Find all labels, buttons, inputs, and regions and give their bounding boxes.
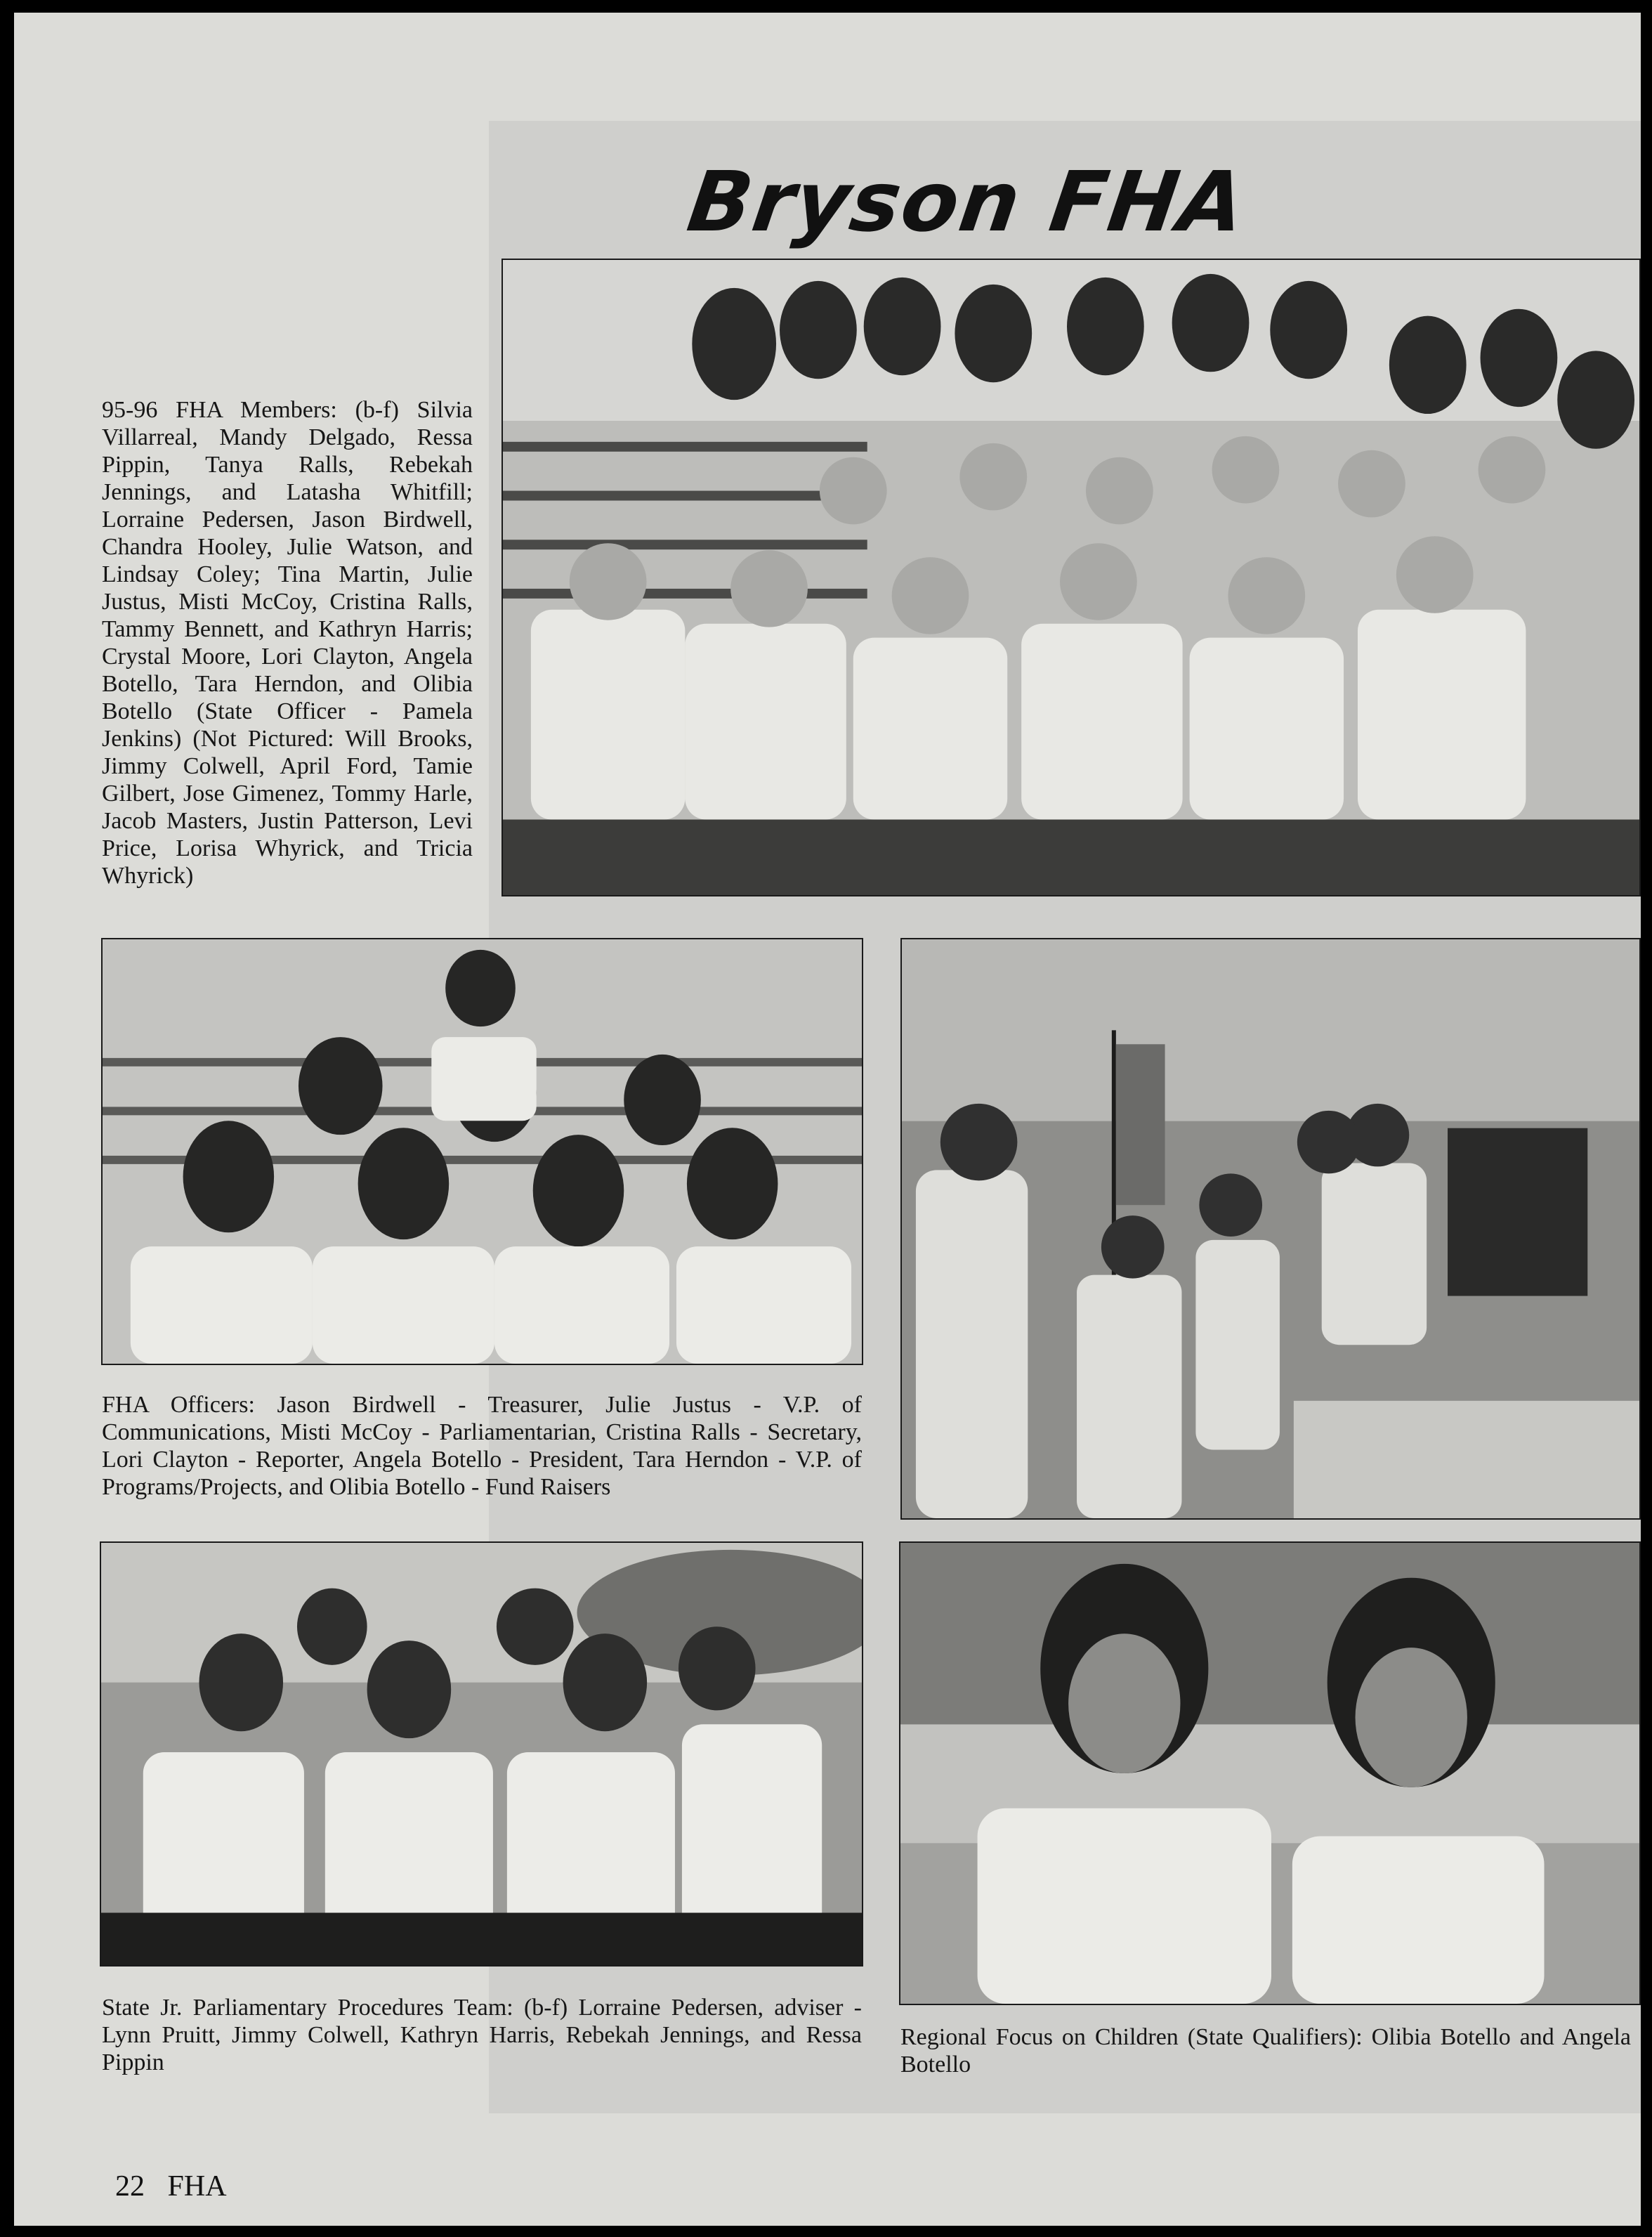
officers-caption: FHA Officers: Jason Birdwell - Treasurer, Julie Justus - V.P. of Communications, Misti McCoy - Parliamentarian, Cristina Ralls - Secretary, Lori Clayton - Reporter, Angela Botello - President, Tara Herndon - V.P. of Programs/Projects, and Olibia Botello - Fund Raisers — [102, 1392, 862, 1500]
event-photo — [900, 938, 1641, 1520]
officers-photo — [101, 938, 863, 1365]
parliamentary-team-photo — [100, 1541, 863, 1967]
page-title: Bryson FHA — [682, 153, 1252, 250]
regional-focus-photo — [899, 1541, 1641, 2005]
members-group-photo — [501, 259, 1641, 896]
members-caption: 95-96 FHA Members: (b-f) Silvia Villarreal, Mandy Delgado, Ressa Pippin, Tanya Ralls, Rebekah Jennings, and Latasha Whitfill; Lorraine Pedersen, Jason Birdwell, Chandra Hooley, Julie Watson, and Lindsay Coley; Tina Martin, Julie Justus, Misti McCoy, Cristina Ralls, Tammy Bennett, and Kathryn Harris; Crystal Moore, Lori Clayton, Angela Botello, Tara Herndon, and Olibia Botello (State Officer - Pamela Jenkins) (Not Pictured: Will Brooks, Jimmy Colwell, April Ford, Tamie Gilbert, Jose Gimenez, Tommy Harle, Jacob Masters, Justin Patterson, Levi Price, Lorisa Whyrick, and Tricia Whyrick) — [102, 397, 473, 889]
regional-caption: Regional Focus on Children (State Qualifiers): Olibia Botello and Angela Botello — [900, 2024, 1631, 2078]
yearbook-page — [14, 13, 1641, 2226]
section-name: FHA — [167, 2170, 227, 2203]
parliamentary-caption: State Jr. Parliamentary Procedures Team: (b-f) Lorraine Pedersen, adviser - Lynn Pruitt, Jimmy Colwell, Kathryn Harris, Rebekah Jennings, and Ressa Pippin — [102, 1995, 862, 2075]
page-folio — [115, 2170, 242, 2203]
page-number: 22 — [115, 2170, 145, 2203]
